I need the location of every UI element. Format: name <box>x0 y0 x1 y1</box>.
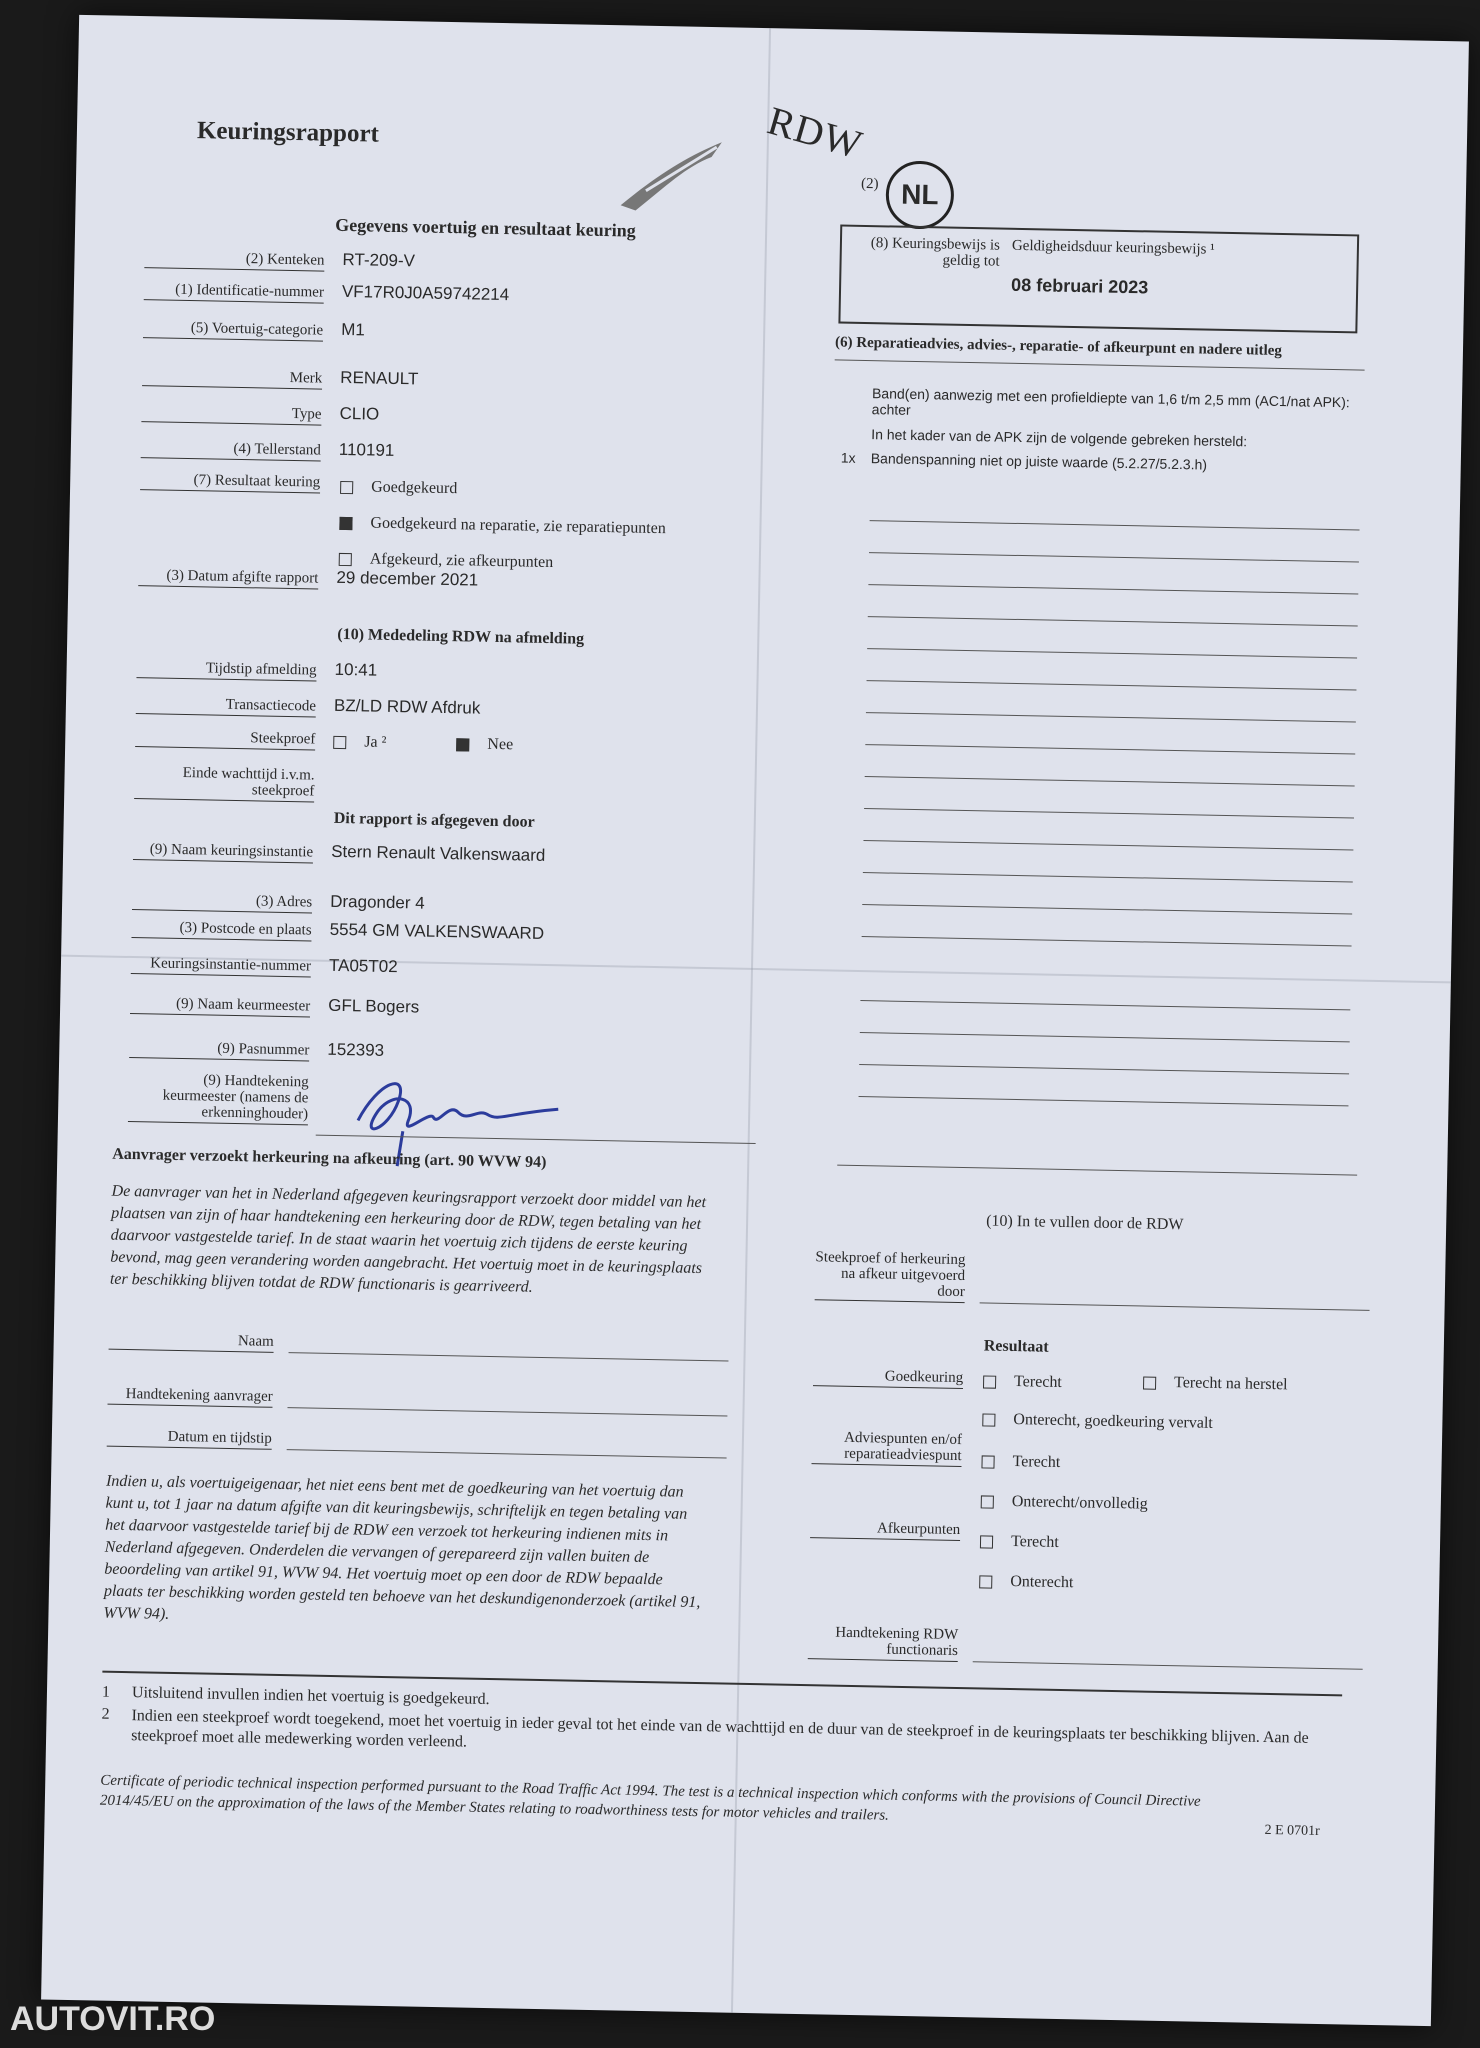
advice-heading-line <box>835 359 1365 370</box>
rdw-option-onvolledig[interactable] <box>981 1492 1148 1513</box>
option-label: Onterecht, goedkeuring vervalt <box>1013 1411 1213 1432</box>
advice-blank-line <box>865 776 1355 786</box>
rdw-advies-row <box>811 1429 962 1467</box>
rdw-fill-heading: (10) In te vullen door de RDW <box>986 1212 1184 1234</box>
option-label: Goedgekeurd na reparatie, zie reparatiepunten <box>370 514 666 538</box>
field-label: Steekproef <box>135 728 315 750</box>
field-merk <box>142 364 418 391</box>
inspection-report-paper <box>41 15 1469 2026</box>
advice-blank-line <box>870 520 1360 530</box>
advice-blank-line <box>866 712 1356 722</box>
footnote-2-number: 2 <box>101 1705 110 1723</box>
field-value: GFL Bogers <box>328 995 420 1017</box>
field-label: (9) Pasnummer <box>129 1039 309 1061</box>
advice-line-3: Bandenspanning niet op juiste waarde (5.2.27/5.2.3.h) <box>870 450 1208 473</box>
rdw-option-afkeur-onterecht[interactable] <box>979 1572 1073 1592</box>
option-label: Terecht <box>1010 1533 1059 1551</box>
field-value: BZ/LD RDW Afdruk <box>333 695 481 718</box>
field-label: (3) Datum afgifte rapport <box>138 567 318 589</box>
rdw-option-terecht[interactable] <box>983 1372 1062 1392</box>
field-naam-instantie <box>133 838 546 868</box>
rdw-afkeur-row <box>810 1519 960 1541</box>
checkbox[interactable] <box>981 1495 994 1508</box>
nl-country-badge: NL <box>885 160 954 229</box>
validity-box <box>838 224 1359 333</box>
rdw-signature-row <box>808 1624 1364 1670</box>
input-line[interactable] <box>287 1449 727 1458</box>
field-label: Tijdstip afmelding <box>136 659 316 681</box>
steekproef-no[interactable] <box>456 735 513 754</box>
checkbox[interactable] <box>979 1575 992 1588</box>
rdw-option-onterecht-vervalt[interactable] <box>982 1410 1213 1432</box>
advice-blank-line <box>859 1096 1349 1106</box>
field-value: 5554 GM VALKENSWAARD <box>329 919 545 943</box>
option-label: Terecht <box>1013 1373 1063 1391</box>
result-option-approved[interactable] <box>340 478 458 498</box>
field-postcode <box>131 916 544 946</box>
field-keurmeester <box>130 992 419 1020</box>
advice-blank-line <box>859 1064 1349 1074</box>
field-resultaat <box>140 471 320 493</box>
option-label: Afgekeurd, zie afkeurpunten <box>369 550 554 572</box>
advice-blank-line <box>860 1000 1350 1010</box>
field-label: (9) Handtekening keurmeester (namens de erkenninghouder) <box>128 1071 309 1125</box>
applicant-signature-row <box>108 1386 728 1417</box>
field-adres <box>132 888 425 916</box>
reinspection-paragraph: De aanvrager van het in Nederland afgegeven keuringsrapport verzoekt door middel van het plaatsen van zijn of haar handtekening een herkeuring door de RDW, tegen betaling van het daarvoor vastgestelde tarief. In de staat waarin het voertuig zich tijdens de eerste keuring bevond, mag geen verandering worden aangebracht. Het voertuig moet in de keuringsplaats ter beschikking blijven totdat de RDW functionaris is gearriveerd. <box>109 1182 707 1296</box>
checkbox-checked[interactable] <box>456 738 469 751</box>
field-label: (1) Identificatie-nummer <box>144 281 324 303</box>
field-label: (9) Naam keuringsinstantie <box>133 841 313 863</box>
advice-blank-line <box>865 744 1355 754</box>
option-label: Onterecht/onvolledig <box>1011 1493 1148 1513</box>
field-value: 10:41 <box>334 659 378 680</box>
validity-label: (8) Keuringsbewijs is geldig tot <box>870 235 1001 270</box>
applicant-date-row <box>107 1428 727 1459</box>
advice-blank-line <box>867 680 1357 690</box>
field-label: Type <box>141 403 321 425</box>
nl-superscript: (2) <box>860 175 879 193</box>
field-einde-wachttijd <box>134 764 315 802</box>
field-tijdstip <box>136 656 377 683</box>
vehicle-data-heading: Gegevens voertuig en resultaat keuring <box>335 214 636 241</box>
input-line[interactable] <box>980 1302 1370 1310</box>
advice-blank-line <box>867 648 1357 658</box>
field-label: Handtekening RDW functionaris <box>808 1624 959 1662</box>
advice-blank-line <box>868 584 1358 594</box>
field-value: RENAULT <box>340 367 419 389</box>
advice-line-2: In het kader van de APK zijn de volgende gebreken hersteld: <box>871 426 1248 450</box>
field-label: Afkeurpunten <box>810 1519 960 1541</box>
advice-lines <box>79 15 1469 42</box>
checkbox[interactable] <box>982 1413 995 1426</box>
checkbox[interactable] <box>340 481 353 494</box>
autovit-watermark: AUTOVIT.RO <box>10 2000 216 2038</box>
option-label: Ja ² <box>364 733 387 751</box>
field-label: (3) Adres <box>132 891 312 913</box>
field-label: (2) Kenteken <box>144 249 324 271</box>
rdw-heading: RDW <box>762 97 868 168</box>
field-kenteken <box>144 246 415 273</box>
advice-blank-line <box>862 936 1352 946</box>
checkbox[interactable] <box>1143 1376 1156 1389</box>
fold-vertical <box>731 28 771 2013</box>
option-label: Nee <box>487 735 514 754</box>
field-value: RT-209-V <box>342 249 416 271</box>
checkbox[interactable] <box>339 553 352 566</box>
input-line[interactable] <box>289 1352 729 1361</box>
advice-quantity: 1x <box>840 449 856 466</box>
advice-blank-line <box>864 808 1354 818</box>
certificate-statement: Certificate of periodic technical inspection performed pursuant to the Road Traffic Act 1994. The test is a technical inspection which conforms with the provisions of Council Directive 2014/45/EU on the approximation of the laws of the Member States relating to roadworthiness tests for motor vehicles and trailers. <box>99 1772 1201 1824</box>
field-value: CLIO <box>339 403 380 424</box>
advice-blank-line <box>868 616 1358 626</box>
field-label: (3) Postcode en plaats <box>131 919 311 941</box>
field-value: 110191 <box>338 439 395 460</box>
field-ident <box>144 278 510 307</box>
advice-blank-line <box>860 1032 1350 1042</box>
advice-blank-line <box>863 872 1353 882</box>
rdw-steekproef-row <box>815 1249 1371 1311</box>
field-label: (4) Tellerstand <box>141 439 321 461</box>
field-type <box>141 400 379 427</box>
input-line[interactable] <box>973 1661 1363 1669</box>
rdw-goedkeuring-row <box>813 1367 963 1389</box>
advice-blank-line <box>869 552 1359 562</box>
field-label: Naam <box>109 1331 274 1353</box>
field-label: Handtekening aanvrager <box>108 1386 273 1408</box>
checkbox[interactable] <box>981 1455 994 1468</box>
field-label: Steekproef of herkeuring na afkeur uitgevoerd door <box>815 1249 966 1303</box>
owner-disagreement-paragraph: Indien u, als voertuigeigenaar, het niet eens bent met de goedkeuring van het voertuig dan kunt u, tot 1 jaar na datum afgifte van dit keuringsbewijs, schriftelijk en tegen betaling van het daarvoor vastgestelde tarief bij de RDW een verzoek tot herkeuring indienen mits in Nederland afgegeven. Onderdelen die vervangen of gerepareerd zijn vallen buiten de beoordeling van artikel 91, WVW 94. Het voertuig moet op een door de RDW bepaalde plaats ter beschikking worden gesteld ten behoeve van het deskundigenonderzoek (artikel 91, WVW 94). <box>103 1472 701 1623</box>
rdw-option-terecht-herstel[interactable] <box>1143 1374 1288 1395</box>
field-value: M1 <box>341 319 365 340</box>
field-pasnummer <box>129 1036 384 1063</box>
field-instantienummer <box>131 952 398 979</box>
rdw-notice-heading: (10) Mededeling RDW na afmelding <box>337 625 585 648</box>
validity-title: Geldigheidsduur keuringsbewijs ¹ <box>1011 237 1215 258</box>
advice-blank-line <box>863 840 1353 850</box>
field-value: Dragonder 4 <box>330 891 425 913</box>
field-label: (7) Resultaat keuring <box>140 471 320 493</box>
option-label: Terecht na herstel <box>1173 1374 1288 1394</box>
field-label: Datum en tijdstip <box>107 1428 272 1450</box>
option-label: Onterecht <box>1010 1573 1074 1592</box>
checkbox-checked[interactable] <box>339 517 352 530</box>
advice-blank-line <box>862 904 1352 914</box>
field-value: Stern Renault Valkenswaard <box>330 841 546 865</box>
advice-blank-line <box>837 1165 1357 1176</box>
field-categorie <box>143 316 365 342</box>
field-steekproef <box>135 728 513 754</box>
field-value: 29 december 2021 <box>336 567 479 590</box>
field-label: (5) Voertuig-categorie <box>143 319 323 341</box>
reinspection-heading: Aanvrager verzoekt herkeuring na afkeuring (art. 90 WVW 94) <box>112 1145 547 1172</box>
footnote-2: Indien een steekproef wordt toegekend, moet het voertuig in ieder geval tot het einde van de wachttijd en de duur van de steekproef in de keuringsplaats ter beschikking blijven. Aan de steekproef moet alle medewerking worden verleend. <box>130 1707 1309 1751</box>
field-label: Merk <box>142 367 322 389</box>
field-transactie <box>136 692 481 721</box>
checkbox[interactable] <box>983 1375 996 1388</box>
form-code: 2 E 0701r <box>1264 1822 1320 1839</box>
option-label: Terecht <box>1012 1453 1061 1471</box>
footnote-1: Uitsluitend invullen indien het voertuig is goedgekeurd. <box>131 1684 490 1709</box>
field-label: Einde wachttijd i.v.m. steekproef <box>134 764 315 802</box>
report-title: Keuringsrapport <box>196 117 380 148</box>
steekproef-yes[interactable] <box>333 733 386 752</box>
validity-date: 08 februari 2023 <box>1010 274 1149 298</box>
applicant-name-row <box>109 1331 729 1362</box>
issued-by-heading: Dit rapport is afgegeven door <box>333 809 535 831</box>
footnote-1-number: 1 <box>101 1683 111 1701</box>
rdw-option-afkeur-terecht[interactable] <box>980 1532 1059 1552</box>
field-label: Keuringsinstantie-nummer <box>131 955 311 977</box>
result-option-approved-after-repair[interactable] <box>339 514 666 538</box>
field-teller <box>141 436 395 463</box>
field-label: Goedkeuring <box>813 1367 963 1389</box>
field-label: Transactiecode <box>136 695 316 717</box>
field-value: TA05T02 <box>328 955 398 977</box>
advice-heading: (6) Reparatieadvies, advies-, reparatie- of afkeurpunt en nadere uitleg <box>834 334 1283 359</box>
field-value: VF17R0J0A59742214 <box>341 281 510 305</box>
option-label: Goedgekeurd <box>371 478 458 498</box>
rdw-option-advies-terecht[interactable] <box>981 1452 1060 1472</box>
field-value: 152393 <box>327 1039 385 1060</box>
checkbox[interactable] <box>333 736 346 749</box>
input-line[interactable] <box>287 1407 727 1416</box>
advice-line-1: Band(en) aanwezig met een profieldiepte van 1,6 t/m 2,5 mm (AC1/nat APK): achter <box>871 385 1350 418</box>
checkbox[interactable] <box>980 1535 993 1548</box>
field-handtekening <box>128 1071 309 1125</box>
rdw-result-heading: Resultaat <box>983 1337 1049 1356</box>
rdw-logo-icon <box>615 135 727 217</box>
field-label: Adviespunten en/of reparatieadviespunt <box>811 1429 962 1467</box>
field-label: (9) Naam keurmeester <box>130 995 310 1017</box>
